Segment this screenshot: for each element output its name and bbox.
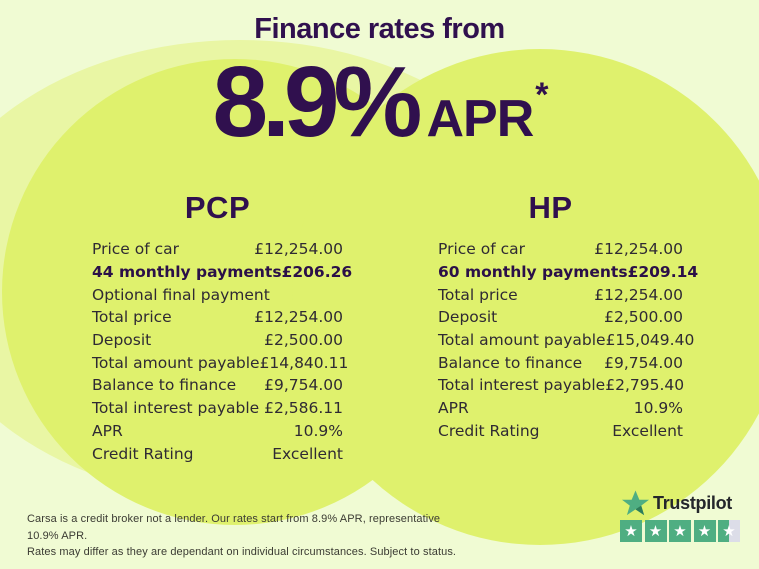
rate-headline xyxy=(0,46,759,158)
finance-row xyxy=(92,351,349,374)
trustpilot-rating-star-5: ★ xyxy=(718,520,740,542)
row-label: Total amount payable xyxy=(92,353,260,372)
finance-row xyxy=(92,283,343,306)
trustpilot-rating-star-2: ★ xyxy=(645,520,667,542)
rate-asterisk: * xyxy=(535,76,549,114)
finance-row xyxy=(438,283,683,306)
row-value: £12,254.00 xyxy=(594,240,683,259)
row-value: £2,500.00 xyxy=(604,308,683,327)
row-label: APR xyxy=(92,421,123,440)
row-label: 44 monthly payments xyxy=(92,263,282,282)
row-value: £2,586.11 xyxy=(264,399,343,418)
finance-row xyxy=(438,329,695,352)
disclaimer-line-1: Carsa is a credit broker not a lender. Our rates start from 8.9% APR, representative 10.9% APR. xyxy=(27,513,441,542)
finance-row xyxy=(438,374,683,397)
trustpilot-rating-star-4: ★ xyxy=(694,520,716,542)
disclaimer-text xyxy=(27,511,457,561)
row-value: £206.26 xyxy=(281,263,353,282)
trustpilot-stars xyxy=(620,520,740,542)
finance-row xyxy=(438,261,699,284)
row-value: £12,254.00 xyxy=(594,285,683,304)
row-label: Total interest payable xyxy=(92,399,260,418)
finance-row xyxy=(92,306,343,329)
row-label: Total price xyxy=(92,308,172,327)
row-value: £9,754.00 xyxy=(604,353,683,372)
disclaimer-line-2: Rates may differ as they are dependant on individual circumstances. Subject to status. xyxy=(27,546,457,558)
hp-table xyxy=(438,238,699,442)
row-value: £14,840.11 xyxy=(259,353,349,372)
finance-row xyxy=(438,306,683,329)
finance-row xyxy=(92,261,353,284)
row-label: Total amount payable xyxy=(438,331,606,350)
finance-row xyxy=(438,397,683,420)
row-label: 60 monthly payments xyxy=(438,263,628,282)
finance-row xyxy=(92,420,343,443)
row-value: £12,254.00 xyxy=(254,240,343,259)
row-value: £209.14 xyxy=(627,263,699,282)
finance-row xyxy=(92,329,343,352)
row-label: Balance to finance xyxy=(92,376,237,395)
row-value: Excellent xyxy=(272,444,343,463)
row-value: £2,500.00 xyxy=(264,331,343,350)
rate-suffix: APR xyxy=(426,90,534,148)
finance-row xyxy=(438,420,683,443)
row-value: £12,254.00 xyxy=(254,308,343,327)
trustpilot-rating-star-3: ★ xyxy=(669,520,691,542)
trustpilot-wordmark: Trustpilot xyxy=(653,493,732,513)
row-label: Optional final payment xyxy=(92,285,270,304)
row-value: £2,795.40 xyxy=(605,376,685,395)
pcp-title: PCP xyxy=(184,190,251,225)
trustpilot-star-icon xyxy=(622,490,649,517)
row-label: APR xyxy=(438,399,469,418)
row-label: Deposit xyxy=(438,308,498,327)
finance-row xyxy=(438,238,683,261)
row-label: Credit Rating xyxy=(92,444,194,463)
row-value: Excellent xyxy=(612,421,683,440)
row-label: Credit Rating xyxy=(438,421,540,440)
hp-title: HP xyxy=(528,190,573,225)
row-label: Total price xyxy=(438,285,518,304)
pcp-table xyxy=(92,238,353,465)
finance-row xyxy=(438,351,683,374)
finance-row xyxy=(92,442,343,465)
row-label: Total interest payable xyxy=(438,376,606,395)
page-title: Finance rates from xyxy=(254,13,505,45)
row-value: £9,754.00 xyxy=(264,376,343,395)
finance-row xyxy=(92,397,343,420)
row-value: 10.9% xyxy=(293,421,343,440)
row-label: Price of car xyxy=(438,240,525,259)
trustpilot-rating-star-1: ★ xyxy=(620,520,642,542)
row-value: £15,049.40 xyxy=(605,331,695,350)
finance-row xyxy=(92,374,343,397)
rate-value: 8.9% xyxy=(212,46,417,158)
row-label: Deposit xyxy=(92,331,152,350)
row-label: Balance to finance xyxy=(438,353,583,372)
row-value: 10.9% xyxy=(633,399,683,418)
trustpilot-logo xyxy=(622,490,732,517)
finance-row xyxy=(92,238,343,261)
row-label: Price of car xyxy=(92,240,179,259)
